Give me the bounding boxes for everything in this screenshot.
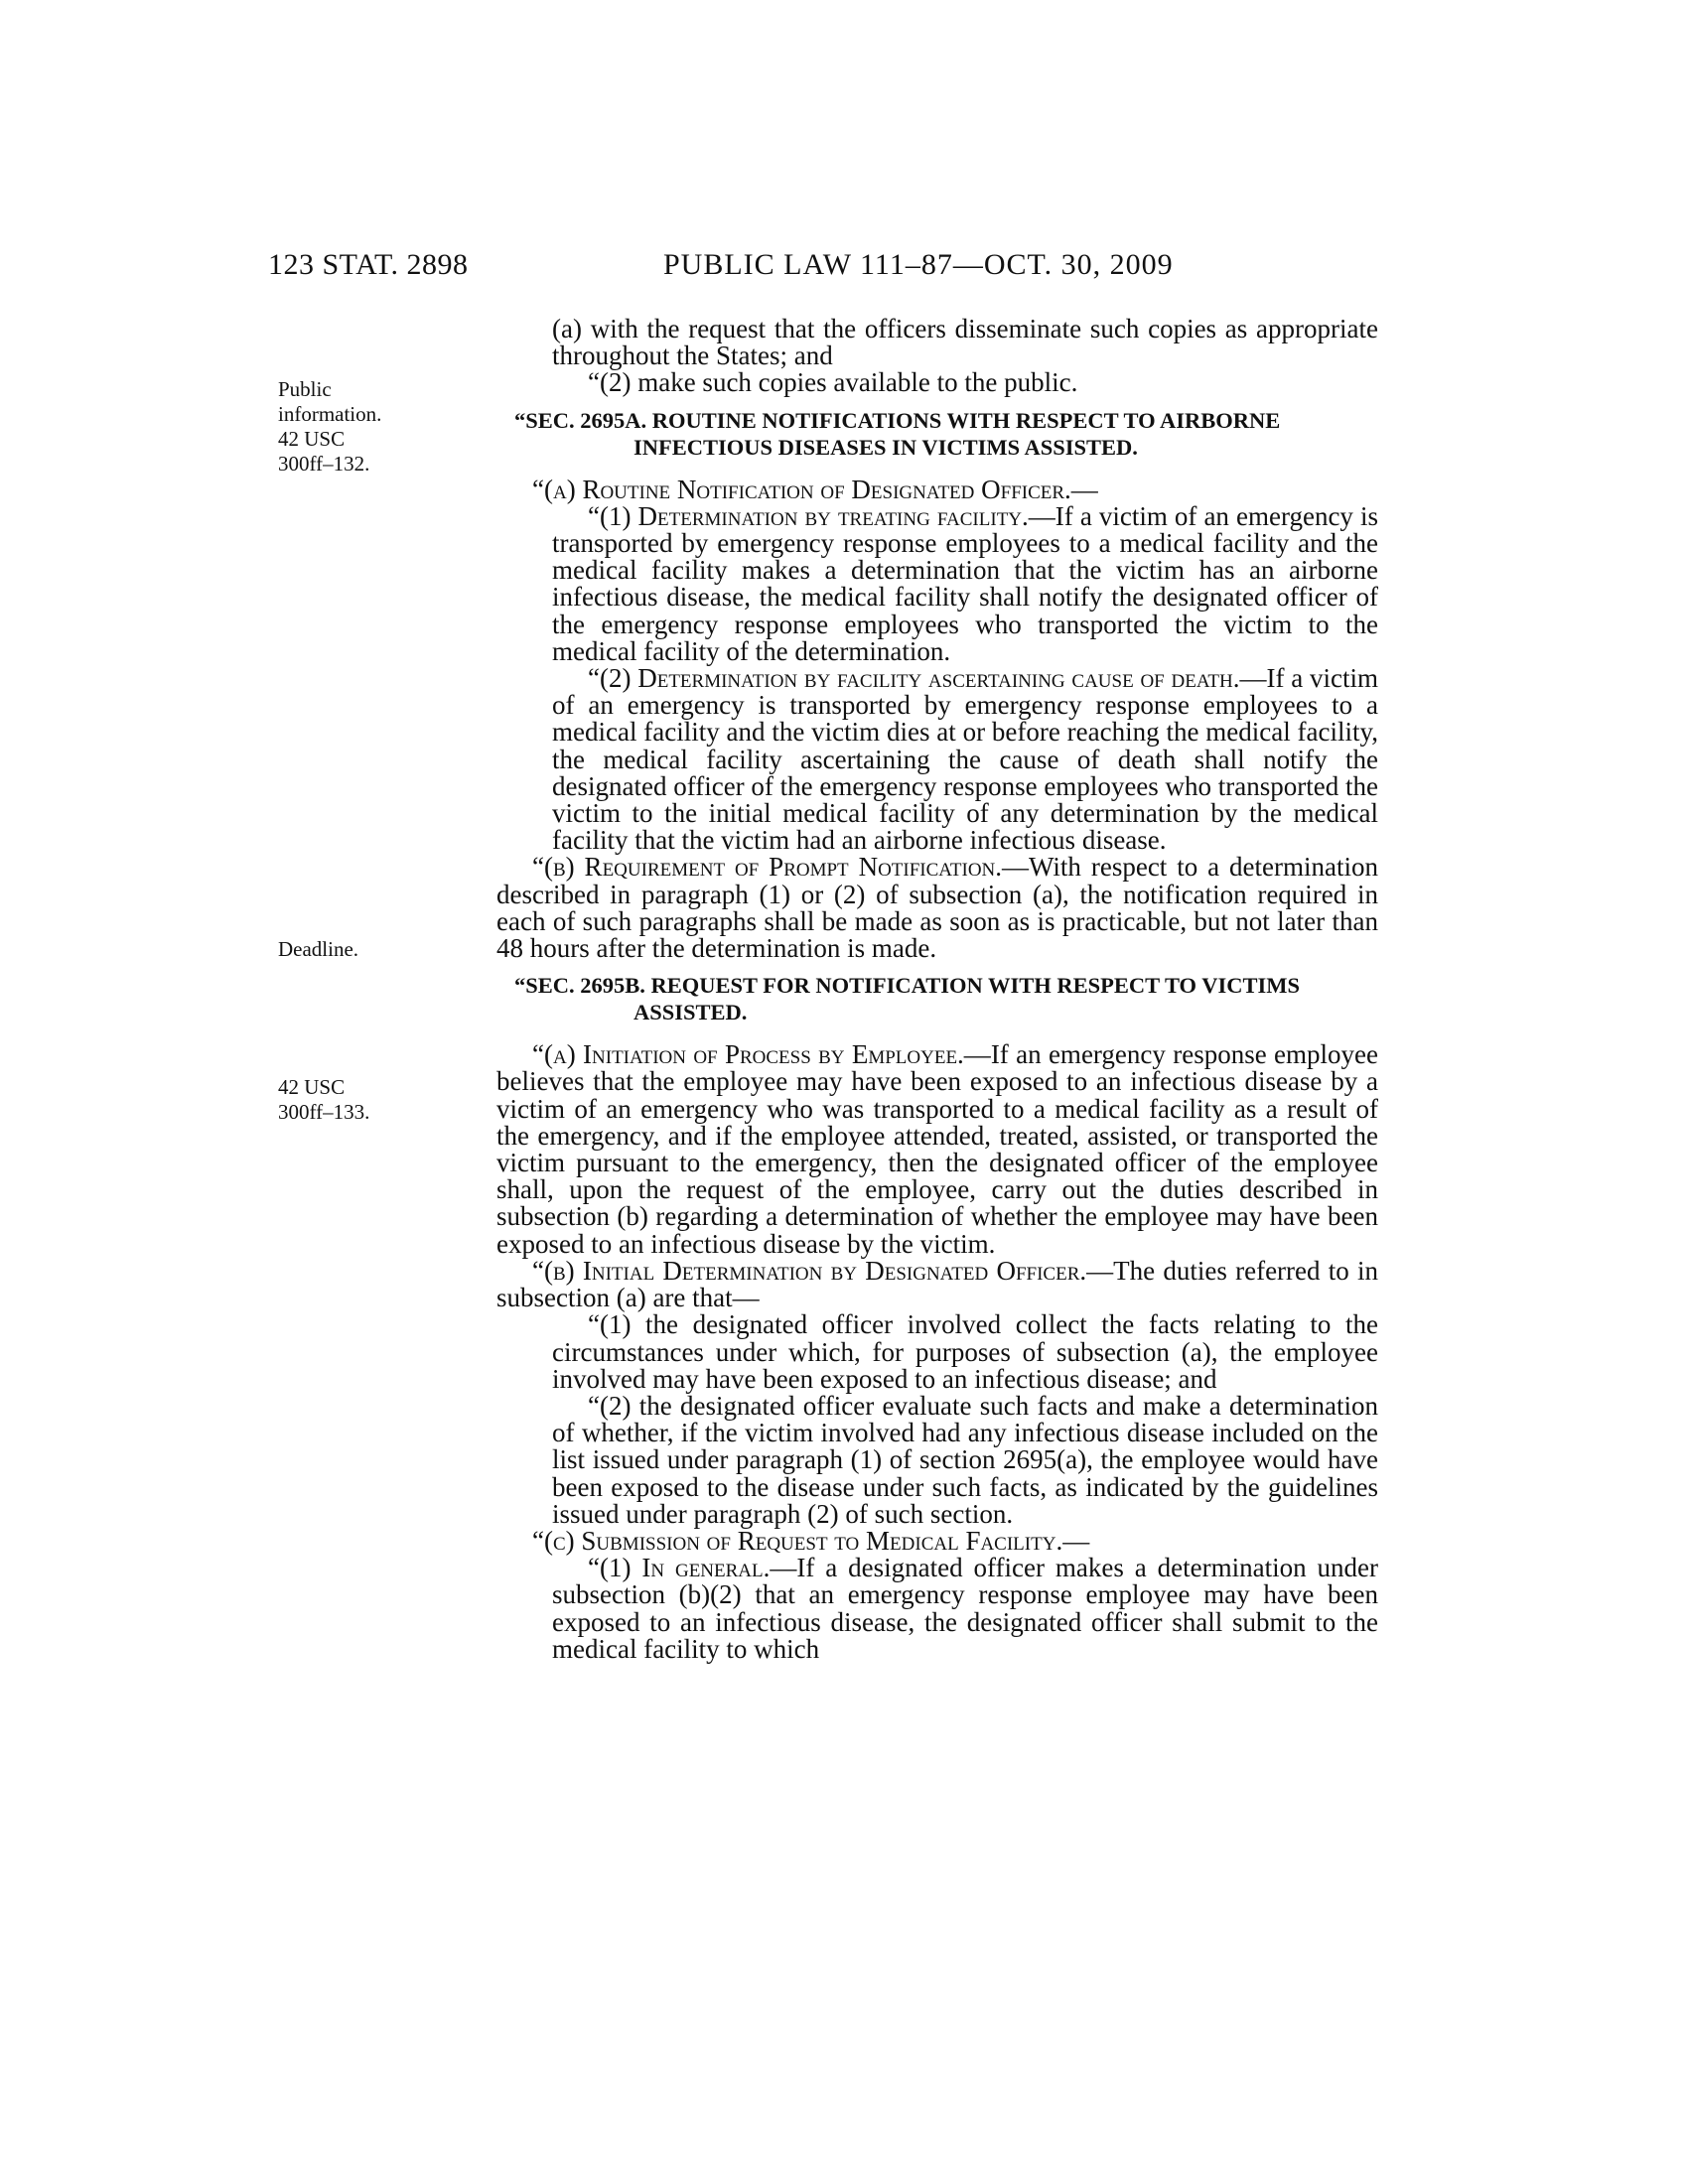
margin-note-deadline — [278, 937, 447, 962]
subsection-a-title: “(a) Routine Notification of Designated Officer.— — [532, 474, 1098, 504]
page-number: 123 STAT. 2898 — [268, 248, 469, 281]
statute-body — [496, 316, 1378, 1663]
subsection-ba-title: “(a) Initiation of Process by Employee.— — [532, 1039, 991, 1070]
margin-note-line: 42 USC — [278, 1075, 346, 1099]
margin-note-citation — [278, 1075, 447, 1125]
margin-note-line: 300ff–133. — [278, 1100, 370, 1124]
subsection-b-text: With respect to a determination described in paragraph (1) or (2) of subsection (a), the notification required in each of such paragraphs shall be made as soon as is practicable, but not later than 48 hours after the determination is made. — [496, 852, 1378, 964]
subsection-bc-title: “(c) Submission of Request to Medical Facility.— — [532, 1525, 1090, 1556]
subsection-ba — [496, 1041, 1378, 1258]
subsection-ba-text: If an emergency response employee believes that the employee may have been exposed to an infectious disease by a victim of an emergency who was transported to a medical facility as a result of the emergency, and if the employee attended, treated, assisted, or transported the victim pursuant to the emergency, then the designated officer of the employee shall, upon the request of the employee, carry out the duties described in subsection (b) regarding a determination of whether the employee may have been exposed to an infectious disease by the victim. — [496, 1039, 1378, 1259]
margin-note-line: 42 USC — [278, 427, 346, 451]
subsection-bb-text: The duties referred to in subsection (a) are that— — [496, 1255, 1379, 1313]
paragraph-bb2: “(2) the designated officer evaluate such facts and make a determination of whether, if the victim involved had any infectious disease included on the list issued under paragraph (1) of section 2695(a), the employee would have been exposed to the disease under such facts, as indicated by the guidelines issued under paragraph (2) of such section. — [552, 1390, 1378, 1529]
paragraph-bc1-title: “(1) In general.— — [588, 1553, 797, 1583]
subsection-bb-title: “(b) Initial Determination by Designated Officer.— — [532, 1255, 1114, 1286]
paragraph-bc1-text: If a designated officer makes a determination under subsection (b)(2) that an emergency response employee may have been exposed to an infectious disease, the designated officer shall submit to the medical facility to which — [552, 1553, 1378, 1664]
margin-note-line: Public — [278, 377, 332, 401]
margin-note-line: Deadline. — [278, 937, 359, 961]
paragraph-a2 — [496, 665, 1378, 854]
subsection-bc-heading — [496, 1525, 1378, 1556]
subsection-b-title: “(b) Requirement of Prompt Notification.— — [532, 852, 1030, 883]
subsection-b — [496, 854, 1378, 962]
margin-note-public-information — [278, 377, 447, 477]
paragraph-continuation: (a) with the request that the officers disseminate such copies as appropriate throughout the States; and — [552, 314, 1378, 371]
section-heading-2695b: “SEC. 2695B. REQUEST FOR NOTIFICATION WITH RESPECT TO VICTIMS ASSISTED. — [514, 973, 1301, 1025]
paragraph-a1-text: If a victim of an emergency is transported by emergency response employees to a medical facility and the medical facility makes a determination that the victim has an airborne infectious disease, the medical facility shall notify the designated officer of the emergency response employees who transported the victim to the medical facility of the determination. — [552, 500, 1378, 666]
subsection-bb — [496, 1255, 1379, 1313]
subsection-a-heading — [496, 474, 1378, 504]
paragraph-bb1: “(1) the designated officer involved collect the facts relating to the circumstances under which, for purposes of subsection (a), the employee involved may have been exposed to an infectious disease; and — [552, 1309, 1378, 1394]
running-header: PUBLIC LAW 111–87—OCT. 30, 2009 — [663, 248, 1174, 281]
section-heading-2695a: “SEC. 2695A. ROUTINE NOTIFICATIONS WITH RESPECT TO AIRBORNE INFECTIOUS DISEASES IN VICTIMS ASSISTED. — [514, 407, 1281, 460]
margin-note-line: information. — [278, 402, 382, 426]
paragraph-bc1 — [496, 1555, 1378, 1663]
margin-note-line: 300ff–132. — [278, 452, 370, 476]
paragraph-a1-title: “(1) Determination by treating facility.— — [588, 500, 1055, 531]
paragraph-a2-title: “(2) Determination by facility ascertaining cause of death.— — [588, 663, 1267, 694]
paragraph-2-public: “(2) make such copies available to the public. — [588, 367, 1078, 398]
paragraph-a1 — [496, 500, 1378, 666]
paragraph-a2-text: If a victim of an emergency is transported by emergency response employees to a medical facility and the victim dies at or before reaching the medical facility, the medical facility ascertaining the cause of death shall notify the designated officer of the emergency response employees who transported the victim to the initial medical facility of any determination by the medical facility that the victim had an airborne infectious disease. — [552, 663, 1378, 856]
